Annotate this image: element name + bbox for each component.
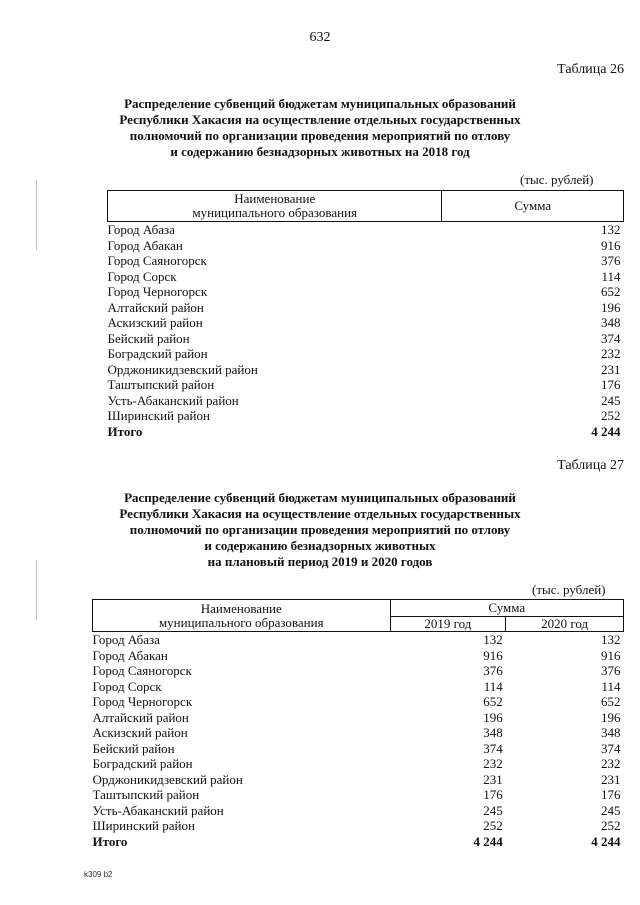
row-sum: 114 [601,268,621,284]
table-27-title [60,490,580,570]
row-2020: 916 [601,647,621,663]
row-2019: 376 [483,663,503,678]
row-2019: 114 [483,678,503,694]
row-name: Ширинский район [92,818,195,833]
table-row [108,269,624,285]
header-line: Наименование [200,600,282,616]
table-row [108,300,624,316]
total-sum: 4 244 [591,423,621,439]
table-26 [107,190,624,439]
table-row [108,315,624,331]
table-row [93,772,624,788]
row-sum: 348 [601,315,621,330]
table-row [108,253,624,269]
table-row [93,725,624,741]
row-2019: 196 [483,709,503,725]
row-sum: 232 [601,346,621,361]
table-26-title [60,96,580,160]
row-name: Орджоникидзевский район [107,361,258,377]
table-row [93,756,624,772]
row-2020: 348 [601,725,621,740]
row-2019: 652 [483,694,503,709]
title-line: полномочий по организации проведения мероприятий по отлову [129,522,511,537]
row-sum: 245 [601,392,621,408]
row-name: Город Абакан [107,237,183,253]
total-row [93,834,624,850]
row-2020: 376 [601,663,621,678]
row-name: Орджоникидзевский район [92,771,243,787]
table-26-label: Таблица 26 [557,62,624,77]
row-name: Город Абаза [92,632,160,647]
title-line: Распределение субвенций бюджетам муниципальных образований [124,490,516,505]
row-name: Город Сорск [92,678,162,694]
table-row [93,632,624,648]
row-sum: 231 [601,361,621,377]
footer-code: k309 b2 [84,870,113,879]
table-row [108,377,624,393]
total-2019: 4 244 [473,833,503,849]
row-name: Боградский район [92,756,193,771]
table-row [93,818,624,834]
table-row [93,787,624,803]
row-2020: 252 [601,818,621,833]
row-2019: 176 [483,787,503,802]
row-2019: 232 [483,756,503,771]
row-2020: 374 [601,740,621,756]
table-row [93,663,624,679]
row-name: Город Абакан [92,647,168,663]
row-name: Усть-Абаканский район [107,392,239,408]
row-name: Город Сорск [107,268,177,284]
table-27 [92,599,624,849]
row-2019: 252 [483,818,503,833]
header-line: муниципального образования [192,205,358,220]
row-sum: 196 [601,299,621,315]
column-header-2020: 2020 год [506,617,624,632]
row-sum: 132 [601,222,621,237]
title-line: и содержанию безнадзорных животных на 2018 год [170,144,470,159]
title-line: Распределение субвенций бюджетам муниципальных образований [124,96,516,111]
table-row [108,362,624,378]
total-2020: 4 244 [591,833,621,849]
row-2019: 231 [483,771,503,787]
row-name: Таштыпский район [107,377,215,392]
column-header-name [93,600,391,632]
table-row [108,284,624,300]
table-header-row [108,191,624,222]
table-header-row [93,600,624,617]
table-26-units: (тыс. рублей) [520,172,594,187]
row-sum: 916 [601,237,621,253]
total-row [108,424,624,440]
row-2019: 374 [483,740,503,756]
row-sum: 176 [601,377,621,392]
row-name: Алтайский район [92,709,189,725]
table-row [108,408,624,424]
total-label: Итого [92,833,128,849]
row-2020: 114 [601,678,621,694]
table-row [108,393,624,409]
column-header-name [108,191,442,222]
row-name: Алтайский район [107,299,204,315]
row-name: Таштыпский район [92,787,200,802]
title-line: на плановый период 2019 и 2020 годов [207,554,433,569]
row-sum: 252 [601,408,621,423]
table-row [93,679,624,695]
row-name: Город Абаза [107,222,175,237]
row-name: Усть-Абаканский район [92,802,224,818]
row-2019: 916 [483,647,503,663]
row-2020: 196 [601,709,621,725]
row-sum: 376 [601,253,621,268]
total-label: Итого [107,423,143,439]
header-line: Наименование [234,191,316,206]
table-27-label: Таблица 27 [557,458,624,473]
page-number: 632 [309,30,331,45]
row-name: Город Саяногорск [107,253,207,268]
title-line: Республики Хакасия на осуществление отдельных государственных [119,112,521,127]
row-name: Ширинский район [107,408,210,423]
row-name: Город Черногорск [107,284,208,299]
row-name: Аскизский район [92,725,188,740]
scan-mark [36,560,37,620]
title-line: полномочий по организации проведения мероприятий по отлову [129,128,511,143]
column-header-2019: 2019 год [390,617,506,632]
row-name: Аскизский район [107,315,203,330]
scan-mark [36,180,37,250]
row-2019: 348 [483,725,503,740]
row-name: Бейский район [107,330,190,346]
row-name: Боградский район [107,346,208,361]
row-2020: 132 [601,632,621,647]
table-row [93,648,624,664]
row-2020: 176 [601,787,621,802]
table-27-units: (тыс. рублей) [532,582,606,597]
table-row [93,710,624,726]
table-row [93,741,624,757]
row-name: Город Черногорск [92,694,193,709]
table-row [108,331,624,347]
column-header-sum: Сумма [390,600,623,617]
row-name: Бейский район [92,740,175,756]
row-2020: 245 [601,802,621,818]
row-2020: 231 [601,771,621,787]
table-row [108,346,624,362]
table-row [93,694,624,710]
row-2020: 232 [601,756,621,771]
column-header-sum: Сумма [442,191,624,222]
row-sum: 652 [601,284,621,299]
table-row [108,238,624,254]
row-2020: 652 [601,694,621,709]
table-row [93,803,624,819]
title-line: и содержанию безнадзорных животных [204,538,436,553]
table-row [108,222,624,238]
row-name: Город Саяногорск [92,663,192,678]
row-2019: 132 [483,632,503,647]
row-2019: 245 [483,802,503,818]
row-sum: 374 [601,330,621,346]
header-line: муниципального образования [158,614,324,630]
title-line: Республики Хакасия на осуществление отдельных государственных [119,506,521,521]
